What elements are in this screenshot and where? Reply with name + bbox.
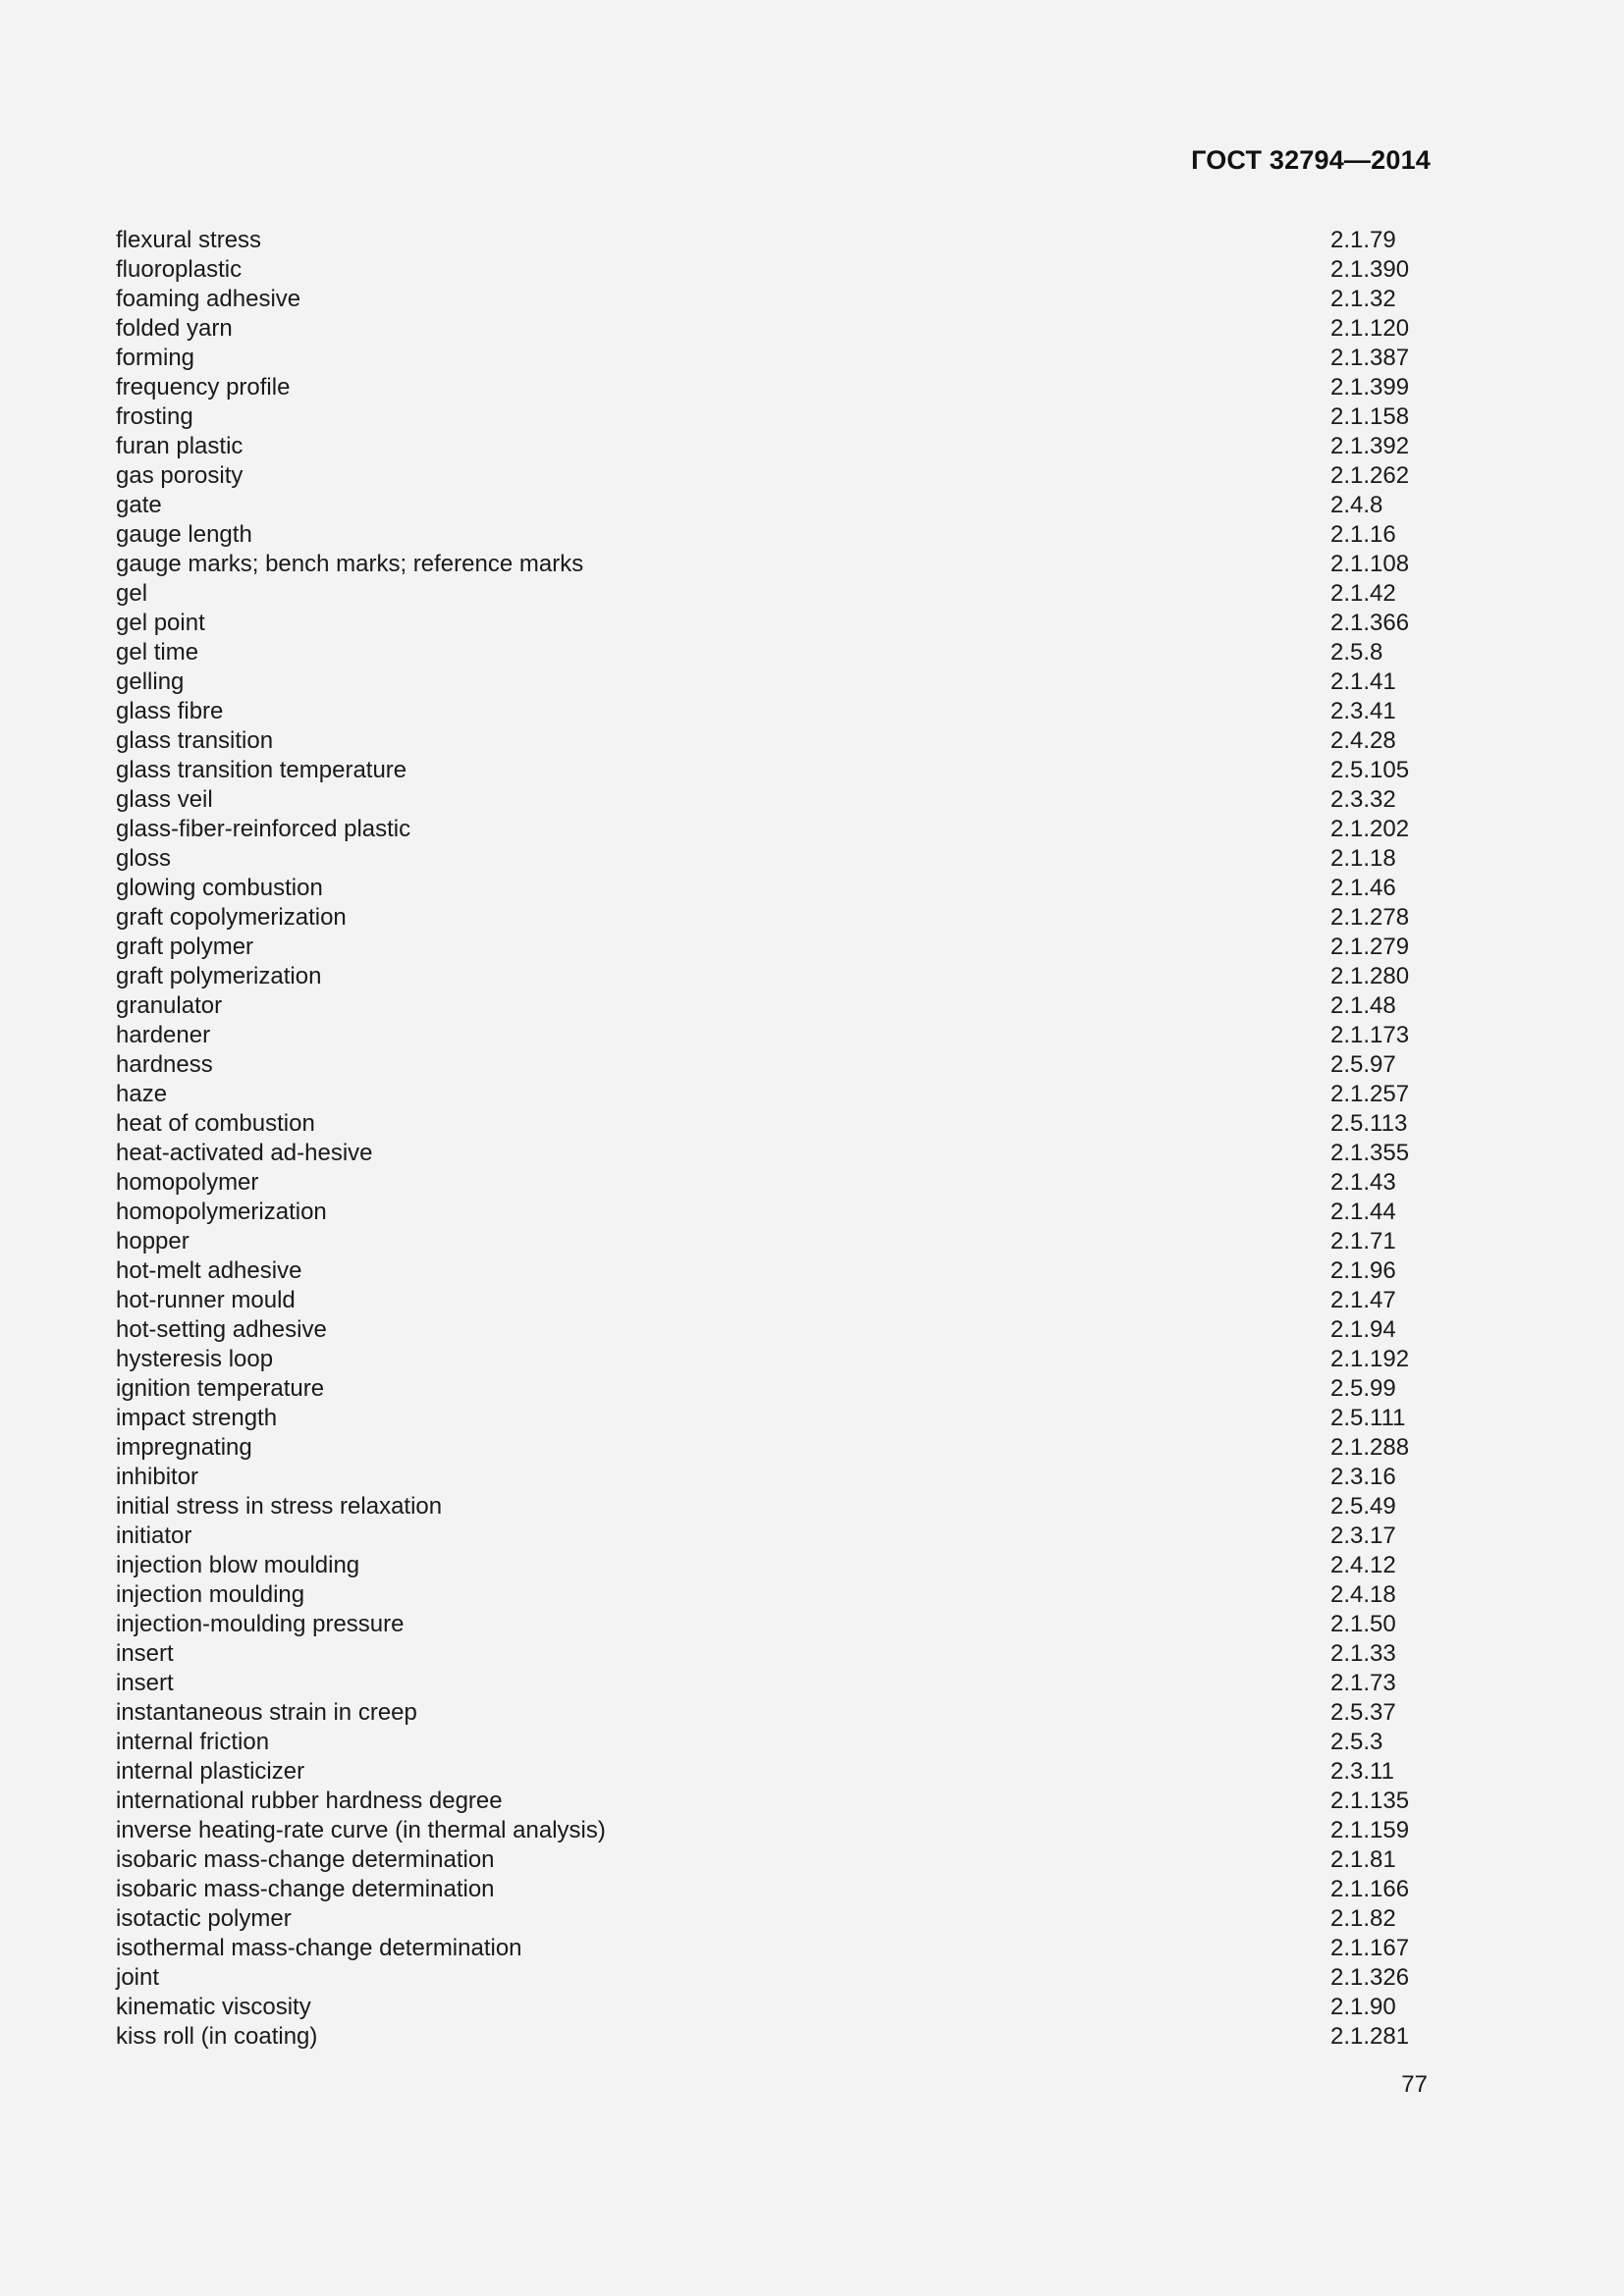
index-term: homopolymerization [116,1199,327,1225]
index-reference-number: 2.1.82 [1330,1905,1396,1932]
index-entry [116,1345,1432,1374]
index-entry [116,1757,1432,1787]
index-entry [116,726,1432,756]
index-term: gel time [116,639,199,666]
index-reference-number: 2.1.280 [1330,963,1410,989]
index-term: graft copolymerization [116,904,347,931]
index-entry [116,402,1432,432]
index-term: glass veil [116,786,213,813]
index-term: kiss roll (in coating) [116,2023,318,2050]
index-entry [116,1080,1432,1109]
index-reference-number: 2.1.46 [1330,875,1396,901]
index-term: heat-activated ad-hesive [116,1140,373,1166]
index-term: glass transition [116,727,274,754]
index-term: frosting [116,403,193,430]
index-entry [116,1404,1432,1433]
index-reference-number: 2.1.42 [1330,580,1396,607]
index-reference-number: 2.1.192 [1330,1346,1410,1372]
index-term: folded yarn [116,315,233,342]
index-reference-number: 2.1.366 [1330,610,1410,636]
index-reference-number: 2.1.41 [1330,668,1396,695]
index-term: injection blow moulding [116,1552,360,1578]
index-entry [116,609,1432,638]
index-term: forming [116,345,195,371]
index-term: hot-setting adhesive [116,1316,327,1343]
index-term: frequency profile [116,374,291,400]
index-entry [116,1551,1432,1580]
index-reference-number: 2.1.43 [1330,1169,1396,1196]
index-reference-number: 2.1.50 [1330,1611,1396,1637]
index-entry [116,1492,1432,1522]
index-term: hot-runner mould [116,1287,296,1313]
index-entry [116,874,1432,903]
index-entry [116,962,1432,991]
index-entry [116,314,1432,344]
index-term: initiator [116,1522,192,1549]
index-reference-number: 2.5.111 [1330,1405,1406,1431]
index-reference-number: 2.1.73 [1330,1670,1396,1696]
index-term: isothermal mass-change determination [116,1935,522,1961]
index-reference-number: 2.1.281 [1330,2023,1410,2050]
index-entry [116,1845,1432,1875]
index-term: hardness [116,1051,213,1078]
index-reference-number: 2.1.94 [1330,1316,1396,1343]
index-entry [116,1463,1432,1492]
index-entry [116,2022,1432,2052]
index-term: instantaneous strain in creep [116,1699,417,1726]
index-reference-number: 2.1.81 [1330,1846,1396,1873]
index-reference-number: 2.1.390 [1330,256,1410,283]
index-entry [116,844,1432,874]
index-term: glass fibre [116,698,224,724]
index-entry [116,1639,1432,1669]
index-reference-number: 2.5.113 [1330,1110,1408,1137]
index-reference-number: 2.1.16 [1330,521,1396,548]
index-entry [116,579,1432,609]
index-entry [116,697,1432,726]
index-entry [116,1198,1432,1227]
index-reference-number: 2.1.32 [1330,286,1396,312]
index-term: injection moulding [116,1581,305,1608]
index-reference-number: 2.5.99 [1330,1375,1396,1402]
index-entry [116,432,1432,461]
index-entry [116,1139,1432,1168]
index-entry [116,1728,1432,1757]
index-term: inhibitor [116,1464,199,1490]
index-reference-number: 2.4.8 [1330,492,1383,518]
index-term: gas porosity [116,462,244,489]
index-entry [116,1286,1432,1315]
index-term: flexural stress [116,227,262,253]
index-term: hysteresis loop [116,1346,274,1372]
index-entry [116,1934,1432,1963]
index-entry [116,1315,1432,1345]
index-entry [116,226,1432,255]
index-term: foaming adhesive [116,286,301,312]
index-reference-number: 2.1.48 [1330,992,1396,1019]
index-term: graft polymerization [116,963,322,989]
index-reference-number: 2.1.108 [1330,551,1410,577]
index-term: inverse heating-rate curve (in thermal analysis) [116,1817,606,1843]
index-term: internal plasticizer [116,1758,305,1785]
index-entry [116,903,1432,933]
index-entry [116,1168,1432,1198]
index-term: gauge marks; bench marks; reference marks [116,551,584,577]
index-reference-number: 2.3.16 [1330,1464,1396,1490]
index-term: gel [116,580,148,607]
index-reference-number: 2.1.79 [1330,227,1396,253]
index-term: gel point [116,610,205,636]
index-reference-number: 2.1.173 [1330,1022,1410,1048]
index-reference-number: 2.3.41 [1330,698,1396,724]
index-term: granulator [116,992,223,1019]
index-entry [116,461,1432,491]
index-entry [116,991,1432,1021]
index-term: glowing combustion [116,875,323,901]
index-reference-number: 2.1.96 [1330,1257,1396,1284]
index-term: injection-moulding pressure [116,1611,405,1637]
index-term: gauge length [116,521,252,548]
index-reference-number: 2.1.135 [1330,1788,1410,1814]
index-entry [116,285,1432,314]
index-entry [116,1227,1432,1256]
index-term: graft polymer [116,934,254,960]
index-reference-number: 2.1.159 [1330,1817,1410,1843]
index-entry [116,255,1432,285]
index-reference-number: 2.4.28 [1330,727,1396,754]
index-entry [116,1050,1432,1080]
index-term: gelling [116,668,185,695]
index-reference-number: 2.5.105 [1330,757,1410,783]
index-reference-number: 2.1.392 [1330,433,1410,459]
index-entry [116,1669,1432,1698]
index-entry [116,1904,1432,1934]
index-entry [116,785,1432,815]
index-entry [116,1875,1432,1904]
index-entry [116,520,1432,550]
index-reference-number: 2.1.167 [1330,1935,1410,1961]
page-number: 77 [1401,2071,1428,2098]
index-term: kinematic viscosity [116,1994,311,2020]
index-reference-number: 2.1.262 [1330,462,1410,489]
term-index-list [116,226,1432,2052]
index-term: homopolymer [116,1169,259,1196]
index-reference-number: 2.1.257 [1330,1081,1410,1107]
index-reference-number: 2.5.8 [1330,639,1383,666]
index-entry [116,550,1432,579]
index-reference-number: 2.1.18 [1330,845,1396,872]
index-entry [116,373,1432,402]
index-reference-number: 2.1.158 [1330,403,1410,430]
index-reference-number: 2.3.32 [1330,786,1396,813]
index-entry [116,1374,1432,1404]
index-term: insert [116,1670,174,1696]
index-reference-number: 2.1.326 [1330,1964,1410,1991]
index-entry [116,1787,1432,1816]
index-term: glass-fiber-reinforced plastic [116,816,411,842]
index-term: glass transition temperature [116,757,407,783]
index-reference-number: 2.4.12 [1330,1552,1396,1578]
index-entry [116,1963,1432,1993]
index-reference-number: 2.4.18 [1330,1581,1396,1608]
index-entry [116,491,1432,520]
index-term: gloss [116,845,172,872]
index-entry [116,344,1432,373]
index-entry [116,638,1432,667]
index-term: heat of combustion [116,1110,315,1137]
index-reference-number: 2.1.278 [1330,904,1410,931]
index-term: international rubber hardness degree [116,1788,503,1814]
index-reference-number: 2.1.279 [1330,934,1410,960]
index-reference-number: 2.1.399 [1330,374,1410,400]
index-term: joint [116,1964,160,1991]
index-reference-number: 2.5.37 [1330,1699,1396,1726]
index-reference-number: 2.1.33 [1330,1640,1396,1667]
index-reference-number: 2.1.387 [1330,345,1410,371]
index-entry [116,667,1432,697]
index-entry [116,1816,1432,1845]
index-reference-number: 2.1.44 [1330,1199,1396,1225]
index-term: ignition temperature [116,1375,325,1402]
index-entry [116,1610,1432,1639]
index-term: haze [116,1081,168,1107]
index-entry [116,1256,1432,1286]
document-header: ГОСТ 32794—2014 [1191,145,1431,175]
index-entry [116,933,1432,962]
index-reference-number: 2.5.3 [1330,1729,1383,1755]
index-entry [116,1109,1432,1139]
index-reference-number: 2.1.355 [1330,1140,1410,1166]
index-entry [116,1433,1432,1463]
index-reference-number: 2.1.120 [1330,315,1410,342]
index-term: impact strength [116,1405,278,1431]
index-entry [116,815,1432,844]
index-reference-number: 2.3.17 [1330,1522,1396,1549]
index-term: insert [116,1640,174,1667]
index-term: gate [116,492,162,518]
index-reference-number: 2.1.166 [1330,1876,1410,1902]
index-term: isobaric mass-change determination [116,1876,495,1902]
index-reference-number: 2.1.288 [1330,1434,1410,1461]
index-reference-number: 2.1.47 [1330,1287,1396,1313]
index-term: internal friction [116,1729,270,1755]
index-reference-number: 2.1.90 [1330,1994,1396,2020]
index-entry [116,756,1432,785]
index-reference-number: 2.3.11 [1330,1758,1394,1785]
index-term: fluoroplastic [116,256,243,283]
index-reference-number: 2.1.202 [1330,816,1410,842]
index-entry [116,1021,1432,1050]
index-term: isobaric mass-change determination [116,1846,495,1873]
index-term: hot-melt adhesive [116,1257,302,1284]
index-entry [116,1993,1432,2022]
index-reference-number: 2.1.71 [1330,1228,1396,1255]
index-reference-number: 2.5.97 [1330,1051,1396,1078]
index-term: hardener [116,1022,211,1048]
index-entry [116,1580,1432,1610]
index-term: isotactic polymer [116,1905,292,1932]
index-term: impregnating [116,1434,252,1461]
index-reference-number: 2.5.49 [1330,1493,1396,1520]
index-term: furan plastic [116,433,244,459]
index-term: hopper [116,1228,189,1255]
index-entry [116,1522,1432,1551]
index-term: initial stress in stress relaxation [116,1493,443,1520]
index-entry [116,1698,1432,1728]
